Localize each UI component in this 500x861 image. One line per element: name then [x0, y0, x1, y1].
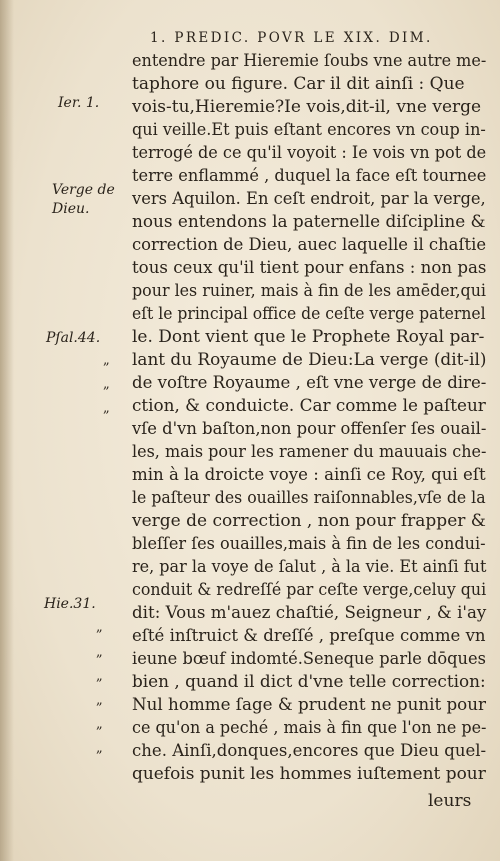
quote-mark: „	[96, 717, 103, 732]
body-line: vois-tu,Hieremie?Ie vois,dit-il, vne verge	[132, 97, 482, 117]
quote-mark: „	[96, 669, 103, 684]
gutter-shadow	[0, 0, 14, 861]
body-line: min à la droicte voye : ainſi ce Roy, qui eſt	[132, 465, 486, 485]
body-line: vſe d'vn baſton,non pour offenſer ſes ouail-	[132, 419, 487, 439]
body-line: tous ceux qu'il tient pour enfans : non pas	[132, 258, 487, 278]
body-line: eſté inſtruict & dreſſé , preſque comme vn	[132, 626, 486, 646]
body-line: ieune bœuf indomté.Seneque parle dōques	[132, 649, 486, 669]
quote-mark: „	[96, 693, 103, 708]
body-line: bien , quand il dict d'vne telle correction:	[132, 672, 486, 692]
body-line: dit: Vous m'auez chaſtié, Seigneur , & i'ay	[132, 603, 487, 623]
body-line: ce qu'on a peché , mais à fin que l'on ne pe-	[132, 718, 487, 738]
body-line: pour les ruiner, mais à fin de les amēder,qui	[132, 281, 487, 301]
margin-note-psal: Pſal.44.	[46, 330, 101, 346]
body-line: re, par la voye de ſalut , à la vie. Et ainſi fut	[132, 557, 487, 577]
body-line: ction, & conduicte. Car comme le paſteur	[132, 396, 486, 416]
quote-mark: „	[103, 377, 110, 392]
body-line: bleſſer ſes ouailles,mais à fin de les condui-	[132, 534, 486, 554]
body-line: de voſtre Royaume , eſt vne verge de dire-	[132, 373, 487, 393]
body-line: eſt le principal office de ceſte verge paternel	[132, 304, 486, 324]
body-line: terrogé de ce qu'il voyoit : Ie vois vn pot de	[132, 143, 487, 163]
margin-note-hie: Hie.31.	[44, 596, 96, 612]
body-line: conduit & redreſſé par ceſte verge,celuy qui	[132, 580, 487, 600]
body-line: che. Ainſi,donques,encores que Dieu quel-	[132, 741, 487, 761]
body-line: qui veille.Et puis eſtant encores vn coup in-	[132, 120, 486, 140]
quote-mark: „	[96, 645, 103, 660]
quote-mark: „	[96, 620, 103, 635]
body-line: quefois punit les hommes iuſtement pour	[132, 764, 486, 784]
margin-note-jer: Ier. 1.	[58, 95, 100, 111]
catchword: leurs	[428, 791, 472, 811]
margin-note-verge-line1: Verge de	[52, 182, 115, 198]
body-line: le. Dont vient que le Prophete Royal par-	[132, 327, 485, 347]
body-line: vers Aquilon. En ceſt endroit, par la verge,	[132, 189, 486, 209]
body-line: terre enflammé , duquel la face eſt tournee	[132, 166, 487, 186]
body-line: entendre par Hieremie ſoubs vne autre me-	[132, 51, 487, 71]
quote-mark: „	[96, 741, 103, 756]
body-line: nous entendons la paternelle diſcipline &	[132, 212, 486, 232]
body-line: lant du Royaume de Dieu:La verge (dit-il)	[132, 350, 487, 370]
body-line: les, mais pour les ramener du mauuais che-	[132, 442, 487, 462]
body-line: verge de correction , non pour frapper &	[132, 511, 486, 531]
body-line: correction de Dieu, auec laquelle il chaſtie	[132, 235, 487, 255]
body-line: taphore ou figure. Car il dit ainſi : Que	[132, 74, 465, 94]
running-head: 1. PREDIC. POVR LE XIX. DIM.	[150, 30, 433, 46]
quote-mark: „	[103, 401, 110, 416]
body-line: Nul homme ſage & prudent ne punit pour	[132, 695, 487, 715]
body-line: le paſteur des ouailles raiſonnables,vſe de la	[132, 488, 486, 508]
quote-mark: „	[103, 353, 110, 368]
margin-note-verge-line2: Dieu.	[52, 201, 90, 217]
